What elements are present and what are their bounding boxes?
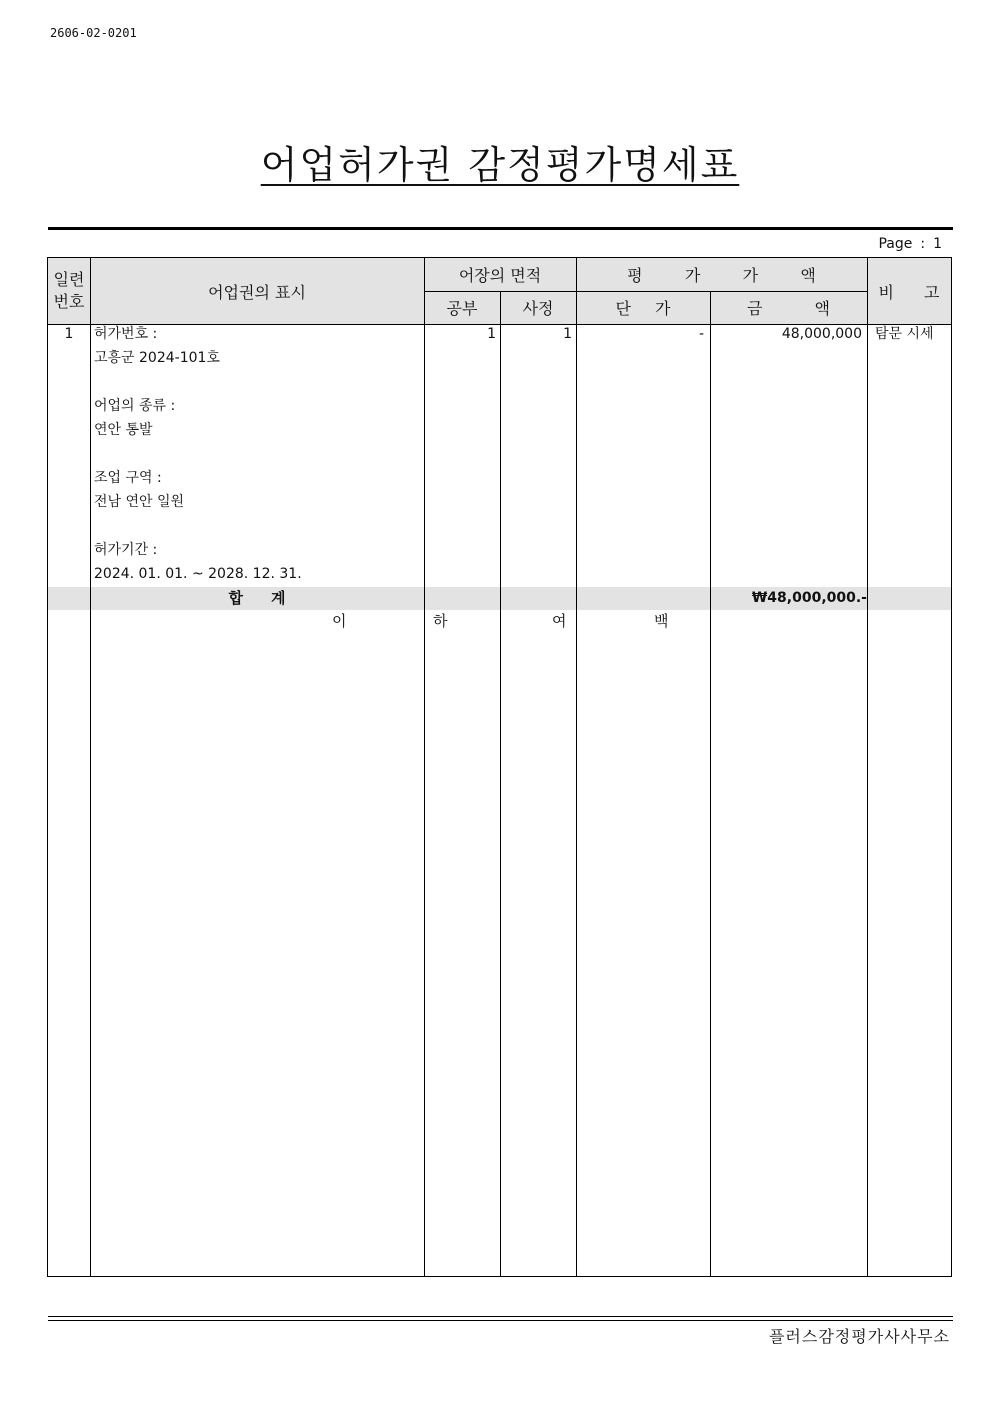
header-area: 어장의 면적 [458,266,542,285]
desc-line: 허가번호 : [94,326,158,342]
header-area-actual: 사정 [522,299,554,318]
header-value-char-1: 평 [627,266,643,285]
col-divider [500,291,501,1276]
page-indicator [878,236,942,252]
header-value-char-4: 액 [800,266,816,285]
page-label: Page [878,236,913,252]
header-area-public: 공부 [446,299,478,318]
bottom-rule [48,1320,953,1321]
header-value-char-3: 가 [742,266,759,285]
desc-line: 허가기간 : [94,542,158,558]
desc-blank-line [94,514,424,538]
desc-line: 조업 구역 : [94,470,162,486]
header-remarks-char-2: 고 [924,282,940,302]
bottom-rule [48,1316,953,1317]
blank-marker-yeo: 여 [552,612,567,630]
desc-line: 2024. 01. 01. ~ 2028. 12. 31. [94,566,302,582]
header-remarks-char-1: 비 [878,282,894,302]
row-area-actual: 1 [563,326,572,342]
top-rule [48,227,953,230]
total-amount: ₩48,000,000.- [751,590,867,606]
row-serial: 1 [64,326,74,342]
document-code: 2606-02-0201 [50,26,137,40]
row-amount: 48,000,000 [781,326,862,342]
header-value-char-2: 가 [684,266,701,285]
header-remarks [867,258,951,324]
header-unit-price-char-1: 단 [615,299,631,318]
desc-line: 고흥군 2024-101호 [94,350,220,366]
header-amount-char-2: 액 [814,299,830,318]
title-text: 어업허가권 감정평가명세표 [260,143,740,187]
header-appraised-value [576,258,867,291]
desc-line: 어업의 종류 : [94,398,176,414]
total-label [90,587,424,610]
page-separator: : [920,236,926,252]
desc-blank-line [94,370,424,394]
header-amount [710,291,867,324]
col-divider [867,258,868,1276]
col-divider [710,291,711,1276]
col-divider [90,258,91,1276]
blank-marker-baek: 백 [654,612,669,630]
page-number: 1 [933,236,942,252]
blank-marker-i: 이 [332,612,347,630]
header-unit-price-char-2: 가 [655,299,671,318]
row-unit-price: - [698,326,704,342]
header-description: 어업권의 표시 [208,282,306,302]
header-serial-line2: 번호 [53,292,85,311]
row-area-public: 1 [487,326,496,342]
desc-line: 연안 통발 [94,422,153,438]
header-serial-line1: 일련 [53,270,85,289]
row-remarks: 탐문 시세 [875,326,934,342]
office-name: 플러스감정평가사사무소 [768,1327,950,1346]
header-amount-char-1: 금 [747,299,763,318]
col-divider [576,258,577,1276]
desc-line: 전남 연안 일원 [94,494,185,510]
header-unit-price [576,291,710,324]
header-serial [48,258,90,324]
blank-marker-ha: 하 [433,612,448,630]
page-title [0,134,1000,189]
total-label-char-1: 합 [228,589,243,607]
desc-blank-line [94,442,424,466]
row-description [94,322,424,586]
total-label-char-2: 계 [271,589,286,607]
col-divider [424,258,425,1276]
appraisal-table [47,257,952,1277]
